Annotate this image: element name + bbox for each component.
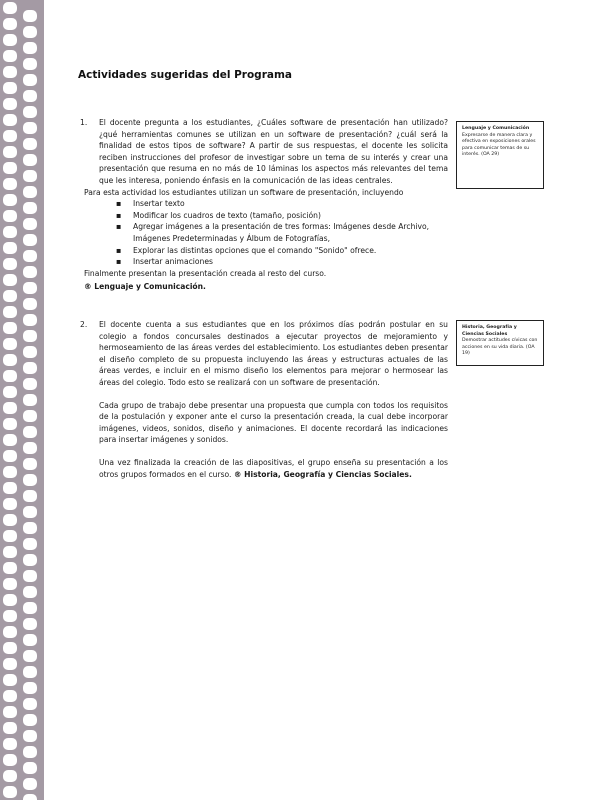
binding-hole — [3, 466, 17, 478]
binding-hole — [23, 682, 37, 694]
binding-hole — [23, 714, 37, 726]
binding-hole — [3, 210, 17, 222]
binding-hole — [23, 506, 37, 518]
binding-hole — [3, 370, 17, 382]
binding-hole — [23, 330, 37, 342]
binding-hole — [23, 666, 37, 678]
binding-hole — [23, 554, 37, 566]
activity-paragraph: Cada grupo de trabajo debe presentar una propuesta que cumpla con todos los requisitos de la postulación y exponer ante el curso la presentación creada, la cual debe incorporar imágenes, videos, sonidos, diseño y animaciones. El docente recordará las indicaciones para insertar imágenes y sonidos. — [99, 400, 448, 445]
binding-hole — [3, 658, 17, 670]
binding-hole — [3, 114, 17, 126]
list-item: ▪ Insertar texto — [116, 198, 448, 210]
binding-hole — [3, 178, 17, 190]
list-item: ▪ Agregar imágenes a la presentación de tres formas: Imágenes desde Archivo, Imágenes Predeterminadas y Álbum de Fotografías, — [116, 221, 448, 244]
binding-hole — [23, 378, 37, 390]
binding-hole — [3, 770, 17, 782]
binding-hole — [23, 458, 37, 470]
binding-hole — [23, 218, 37, 230]
binding-hole — [3, 290, 17, 302]
binding-hole — [23, 394, 37, 406]
binding-hole — [23, 602, 37, 614]
activity-1 — [80, 117, 448, 293]
binding-hole — [23, 442, 37, 454]
activity-closing: Finalmente presentan la presentación creada al resto del curso. — [84, 268, 327, 278]
binding-hole — [3, 258, 17, 270]
binding-hole — [23, 250, 37, 262]
binding-hole — [23, 538, 37, 550]
sidebox-text: Demostrar actitudes cívicas con acciones en su vida diaria. (OA 19) — [462, 338, 538, 357]
task-list — [116, 198, 448, 268]
binding-hole — [3, 514, 17, 526]
sidebox-historia — [456, 320, 544, 366]
binding-hole — [3, 578, 17, 590]
binding-hole — [23, 10, 37, 22]
activity-paragraph: El docente cuenta a sus estudiantes que en los próximos días podrán postular en su colegio a fondos concursales destinados a ejecutar proyectos de mejoramiento y hermoseamiento de las áreas verdes del establecimiento. Los estudiantes deben presentar el diseño completo de su propuesta incluyendo las áreas y estructuras actuales de las áreas verdes, e incluir en el mismo diseño los elementos para mejorar o hermosear las áreas del colegio. Todo esto se realizará con un software de presentación. — [99, 320, 448, 387]
binding-hole — [23, 314, 37, 326]
section-title: Actividades sugeridas del Programa — [78, 69, 292, 81]
binding-hole — [23, 650, 37, 662]
binding-hole — [3, 386, 17, 398]
binding-hole — [23, 282, 37, 294]
binding-hole — [3, 2, 17, 14]
binding-hole — [3, 706, 17, 718]
binding-hole — [3, 162, 17, 174]
binding-hole — [23, 74, 37, 86]
binding-hole — [23, 90, 37, 102]
binding-hole — [23, 762, 37, 774]
activity-number: 2. — [80, 320, 88, 329]
binding-hole — [23, 618, 37, 630]
list-item: ▪ Modificar los cuadros de texto (tamaño, posición) — [116, 210, 448, 222]
binding-hole — [23, 186, 37, 198]
binding-hole — [3, 98, 17, 110]
binding-hole — [23, 122, 37, 134]
binding-hole — [23, 794, 37, 800]
binding-hole — [3, 754, 17, 766]
binding-hole — [3, 642, 17, 654]
binding-hole — [3, 498, 17, 510]
binding-hole — [3, 482, 17, 494]
binding-hole — [3, 450, 17, 462]
binding-hole — [3, 226, 17, 238]
binding-hole — [23, 266, 37, 278]
binding-hole — [3, 530, 17, 542]
sidebox-title: Historia, Geografía y Ciencias Sociales — [462, 325, 517, 337]
binding-hole — [3, 434, 17, 446]
activity-intro: El docente pregunta a los estudiantes, ¿Cuáles software de presentación han utilizado? ¿qué herramientas comunes se utilizan en un software de presentación? ¿cuál será la finalidad de estos tipos de software? A partir de sus respuestas, el docente les solicita reciben instrucciones del profesor de investigar sobre un tema de su interés y crear una presentación que resuma en no más de 10 láminas los aspectos más relevantes del tema que les interesa, poniendo énfasis en la comunicación de las ideas centrales. — [99, 118, 448, 185]
binding-hole — [3, 34, 17, 46]
binding-hole — [23, 202, 37, 214]
binding-hole — [3, 66, 17, 78]
cross-link: ® Historia, Geografía y Ciencias Sociales. — [233, 469, 412, 479]
binding-hole — [3, 274, 17, 286]
binding-hole — [3, 242, 17, 254]
activity-number: 1. — [80, 118, 88, 127]
binding-hole — [23, 474, 37, 486]
sidebox-title: Lenguaje y Comunicación — [462, 126, 530, 131]
binding-hole — [23, 586, 37, 598]
binding-hole — [3, 130, 17, 142]
binding-hole — [23, 234, 37, 246]
list-item: ▪ Explorar las distintas opciones que el comando "Sonido" ofrece. — [116, 245, 448, 257]
binding-hole — [3, 338, 17, 350]
binding-hole — [23, 746, 37, 758]
activity-lead: Para esta actividad los estudiantes utilizan un software de presentación, incluyendo — [84, 187, 404, 197]
binding-hole — [23, 490, 37, 502]
binding-hole — [23, 730, 37, 742]
binding-hole — [23, 26, 37, 38]
binding-hole — [23, 106, 37, 118]
binding-hole — [3, 322, 17, 334]
binding-hole — [23, 698, 37, 710]
binding-hole — [23, 634, 37, 646]
binding-hole — [3, 146, 17, 158]
list-item: ▪ Insertar animaciones — [116, 256, 448, 268]
binding-hole — [3, 786, 17, 798]
binding-hole — [3, 82, 17, 94]
binding-hole — [3, 722, 17, 734]
binding-hole — [3, 402, 17, 414]
binding-hole — [3, 18, 17, 30]
binding-hole — [23, 570, 37, 582]
binding-hole — [3, 50, 17, 62]
binding-hole — [3, 418, 17, 430]
binding-hole — [23, 138, 37, 150]
binding-hole — [3, 594, 17, 606]
binding-hole — [23, 346, 37, 358]
binding-hole — [23, 58, 37, 70]
binding-hole — [3, 626, 17, 638]
binding-hole — [23, 298, 37, 310]
binding-hole — [23, 778, 37, 790]
binding-hole — [23, 154, 37, 166]
binding-hole — [23, 42, 37, 54]
binding-hole — [3, 690, 17, 702]
binding-hole — [3, 546, 17, 558]
sidebox-lenguaje — [456, 121, 544, 189]
activity-2 — [80, 319, 448, 480]
binding-hole — [3, 194, 17, 206]
binding-hole — [3, 610, 17, 622]
binding-hole — [3, 562, 17, 574]
binding-hole — [3, 738, 17, 750]
binding-hole — [3, 674, 17, 686]
binding-hole — [23, 426, 37, 438]
binding-hole — [23, 362, 37, 374]
binding-hole — [23, 410, 37, 422]
binding-hole — [23, 170, 37, 182]
binding-hole — [23, 522, 37, 534]
binding-hole — [3, 306, 17, 318]
binding-hole — [3, 354, 17, 366]
sidebox-text: Expresarse de manera clara y efectiva en exposiciones orales para comunicar temas de su interés. (OA 29) — [462, 132, 536, 158]
activity-paragraph: Una vez finalizada la creación de las diapositivas, el grupo enseña su presentación a los otros grupos formados en el curso. ® Historia, Geografía y Ciencias Sociales. — [99, 457, 448, 479]
cross-link: ® Lenguaje y Comunicación. — [84, 282, 206, 292]
spiral-binding-strip — [0, 0, 44, 800]
